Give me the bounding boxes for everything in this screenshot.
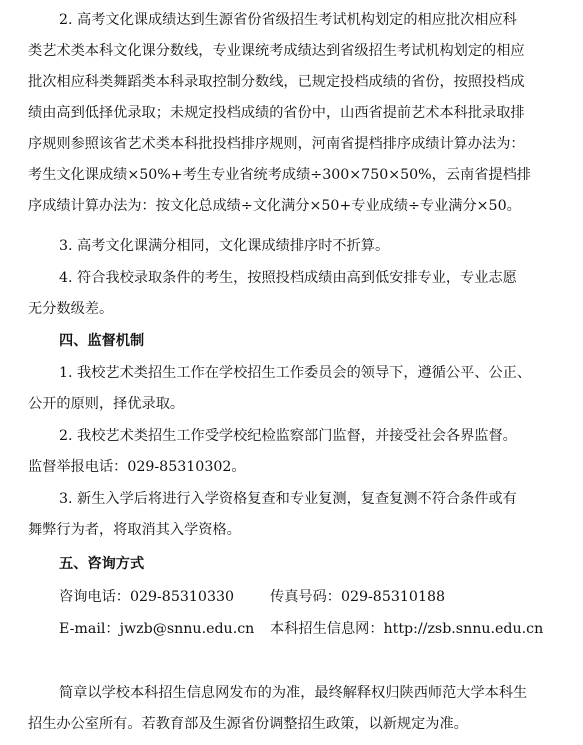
paragraph-line: 舞弊行为者，将取消其入学资格。: [28, 522, 241, 538]
admission-rule-item-2: [28, 5, 558, 222]
supervision-section: [28, 326, 558, 357]
contact-phone: 咨询电话：029-85310330: [59, 589, 235, 605]
paragraph-line: 序规则参照该省艺术类本科批投档排序规则，河南省提档排序成绩计算办法为：: [28, 136, 525, 152]
paragraph-line: 绩由高到低择优录取；未规定投档成绩的省份中，山西省提前艺术本科批录取排: [28, 105, 525, 121]
paragraph-line: 3. 高考文化课满分相同，文化课成绩排序时不折算。: [59, 238, 390, 254]
paragraph-line: 简章以学校本科招生信息网发布的为准，最终解释权归陕西师范大学本科生: [59, 685, 528, 701]
paragraph-line: 2. 我校艺术类招生工作受学校纪检监察部门监督，并接受社会各界监督。: [59, 428, 517, 444]
section-heading: 五、咨询方式: [59, 556, 145, 572]
contact-fax: 传真号码：029-85310188: [270, 589, 446, 605]
paragraph-line: 4. 符合我校录取条件的考生，按照投档成绩由高到低安排专业，专业志愿: [59, 270, 517, 286]
paragraph-line: 无分数级差。: [28, 301, 114, 317]
paragraph-line: 招生办公室所有。若教育部及生源省份调整招生政策，以新规定为准。: [28, 716, 468, 732]
contact-website: 本科招生信息网：http://zsb.snnu.edu.cn: [270, 621, 544, 637]
paragraph-line: 批次相应科类舞蹈类本科录取控制分数线，已规定投档成绩的省份，按照投档成: [28, 74, 525, 90]
paragraph-line: 2. 高考文化课成绩达到生源省份省级招生考试机构划定的相应批次相应科: [59, 12, 517, 28]
paragraph-line: 监督举报电话：029-85310302。: [28, 459, 246, 475]
admission-rule-item-4: [28, 263, 558, 325]
supervision-item-2: [28, 421, 558, 483]
paragraph-line: 考生文化课成绩×50%+考生专业省统考成绩÷300×750×50%，云南省提档排: [28, 167, 531, 183]
paragraph-line: 公开的原则，择优录取。: [28, 396, 185, 412]
paragraph-line: 3. 新生入学后将进行入学资格复查和专业复测，复查复测不符合条件或有: [59, 491, 517, 507]
section-heading: 四、监督机制: [59, 333, 145, 349]
closing-note: [28, 678, 558, 740]
contact-email: E-mail：jwzb@snnu.edu.cn: [59, 621, 255, 637]
contact-section: [28, 549, 558, 580]
paragraph-line: 1. 我校艺术类招生工作在学校招生工作委员会的领导下，遵循公平、公正、: [59, 365, 532, 381]
supervision-item-3: [28, 484, 558, 546]
admission-rule-item-3: [28, 231, 558, 262]
paragraph-line: 序成绩计算办法为：按文化总成绩÷文化满分×50+专业成绩÷专业满分×50。: [28, 198, 521, 214]
paragraph-line: 类艺术类本科文化课分数线，专业课统考成绩达到省级招生考试机构划定的相应: [28, 43, 525, 59]
supervision-item-1: [28, 358, 558, 420]
